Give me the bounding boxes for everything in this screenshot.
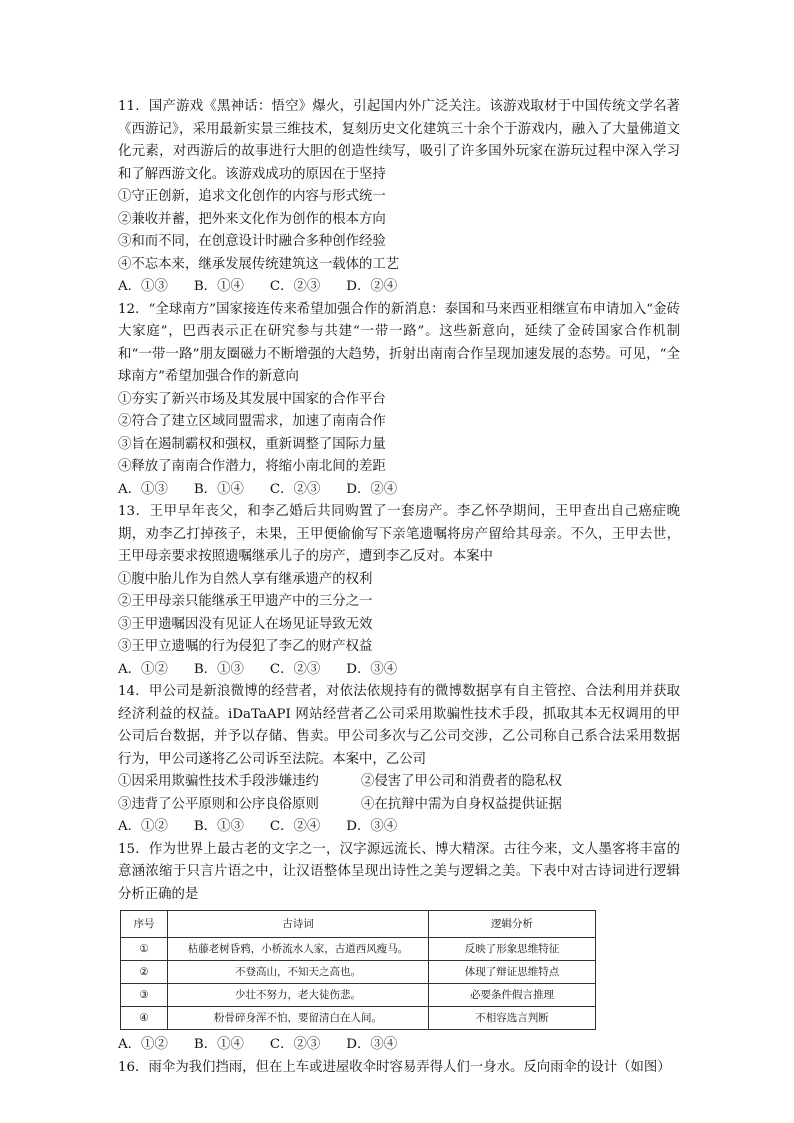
question-14	[118, 681, 680, 839]
table-header-row	[121, 911, 596, 938]
question-stem: 12．“全球南方”国家接连传来希望加强合作的新消息：泰国和马来西亚相继宣布申请加入“金砖大家庭”，巴西表示正在研究参与共建“一带一路”。这些新意向，延续了金砖国家合作机制和“一带一路”朋友圈磁力不断增强的大趋势，折射出南南合作呈现加速发展的态势。可见，“全球南方”希望加强合作的新意向	[118, 301, 680, 384]
options-row-2	[118, 794, 680, 817]
option-2: ②侵害了甲公司和消费者的隐私权	[361, 774, 562, 789]
question-15	[118, 839, 680, 1057]
option-2: ②兼收并蓄，把外来文化作为创作的根本方向	[118, 211, 386, 227]
table-row	[121, 938, 596, 961]
cell-poem: 枯藤老树昏鸦，小桥流水人家，古道西风瘦马。	[168, 938, 429, 961]
question-stem: 14．甲公司是新浪微博的经营者，对依法依规持有的微博数据享有自主管控、合法利用并获取经济利益的权益。iDaTaAPI 网站经营者乙公司采用欺骗性技术手段，抓取其本无权调用的甲公司后台数据，并予以存储、售卖。甲公司多次与乙公司交涉，乙公司称自己系合法采用数据行为，甲公司遂将乙公司诉至法院。本案中，乙公司	[118, 684, 680, 767]
cell-poem: 少壮不努力，老大徒伤悲。	[168, 984, 429, 1007]
choice-a: A．①②	[118, 819, 168, 834]
cell-index: ③	[121, 984, 168, 1007]
option-3: ③和而不同，在创意设计时融合多种创作经验	[118, 234, 386, 249]
choice-d: D．③④	[346, 661, 398, 677]
header-poem: 古诗词	[168, 911, 429, 938]
question-stem: 11．国产游戏《黑神话：悟空》爆火，引起国内外广泛关注。该游戏取材于中国传统文学名著《西游记》，采用最新实景三维技术，复刻历史文化建筑三十余个于游戏内，融入了大量佛道文化元素，对西游后的故事进行大胆的创造性续写，吸引了许多国外玩家在游玩过程中深入学习和了解西游文化。该游戏成功的原因在于坚持	[118, 99, 680, 182]
answer-choices	[118, 816, 680, 839]
header-analysis: 逻辑分析	[429, 911, 596, 938]
choice-a: A．①②	[118, 661, 168, 677]
choice-b: B．①④	[193, 481, 244, 497]
option-3: ③旨在遏制霸权和强权，重新调整了国际力量	[118, 436, 386, 452]
question-16	[118, 1057, 680, 1080]
cell-index: ①	[121, 938, 168, 961]
cell-index: ④	[121, 1007, 168, 1030]
question-stem: 16．雨伞为我们挡雨，但在上车或进屋收伞时容易弄得人们一身水。反向雨伞的设计（如图）	[118, 1059, 671, 1075]
question-12	[118, 299, 680, 502]
choice-a: A．①③	[118, 481, 168, 497]
option-1: ①因采用欺骗性技术手段涉嫌违约	[118, 774, 319, 789]
cell-poem: 不登高山，不知天之高也。	[168, 961, 429, 984]
choice-c: C．②③	[269, 481, 321, 497]
question-11	[118, 96, 680, 299]
table-row	[121, 961, 596, 984]
logic-table	[120, 910, 596, 1030]
choice-a: A．①③	[118, 279, 168, 294]
table-row	[121, 984, 596, 1007]
choice-b: B．①④	[193, 1037, 244, 1052]
options-row-1	[118, 771, 680, 794]
answer-choices	[118, 1034, 680, 1057]
choice-c: C．②③	[269, 661, 321, 677]
option-1: ①腹中胎儿作为自然人享有继承遗产的权利	[118, 571, 373, 587]
choice-d: D．②④	[346, 481, 398, 497]
choice-b: B．①③	[193, 819, 244, 834]
choice-b: B．①③	[193, 661, 244, 677]
option-4: ③王甲立遗嘱的行为侵犯了李乙的财产权益	[118, 639, 373, 654]
cell-analysis: 体现了辩证思维特点	[429, 961, 596, 984]
answer-choices	[118, 479, 680, 502]
option-1: ①夯实了新兴市场及其发展中国家的合作平台	[118, 391, 386, 407]
choice-c: C．②③	[269, 279, 321, 294]
choice-c: C．②④	[269, 819, 321, 834]
option-4: ④释放了南南合作潜力，将缩小南北间的差距	[118, 459, 386, 474]
choice-c: C．②③	[269, 1037, 321, 1052]
table-row	[121, 1007, 596, 1030]
option-3: ③违背了公平原则和公序良俗原则	[118, 796, 319, 812]
question-13	[118, 501, 680, 681]
choice-d: D．③④	[346, 1037, 398, 1052]
choice-b: B．①④	[193, 279, 244, 294]
option-2: ②符合了建立区域同盟需求，加速了南南合作	[118, 414, 386, 429]
option-2: ②王甲母亲只能继承王甲遗产中的三分之一	[118, 594, 373, 609]
cell-index: ②	[121, 961, 168, 984]
answer-choices	[118, 276, 680, 299]
question-stem: 15．作为世界上最古老的文字之一，汉字源远流长、博大精深。古往今来，文人墨客将丰富的意涵浓缩于只言片语之中，让汉语整体呈现出诗性之美与逻辑之美。下表中对古诗词进行逻辑分析正确的是	[118, 841, 680, 902]
cell-analysis: 不相容选言判断	[429, 1007, 596, 1030]
choice-a: A．①②	[118, 1037, 168, 1052]
exam-page	[118, 96, 680, 1079]
question-stem: 13．王甲早年丧父，和李乙婚后共同购置了一套房产。李乙怀孕期间，王甲查出自己癌症晚期，劝李乙打掉孩子，未果，王甲便偷偷写下亲笔遗嘱将房产留给其母亲。不久，王甲去世，王甲母亲要求按照遗嘱继承儿子的房产，遭到李乙反对。本案中	[118, 504, 680, 564]
option-3: ③王甲遗嘱因没有见证人在场见证导致无效	[118, 616, 373, 632]
choice-d: D．②④	[346, 279, 398, 294]
cell-analysis: 反映了形象思维特征	[429, 938, 596, 961]
cell-poem: 粉骨碎身浑不怕，要留清白在人间。	[168, 1007, 429, 1030]
option-1: ①守正创新，追求文化创作的内容与形式统一	[118, 189, 386, 204]
answer-choices	[118, 659, 680, 682]
choice-d: D．③④	[346, 819, 398, 834]
option-4: ④在抗辩中需为自身权益提供证据	[361, 796, 562, 812]
header-index: 序号	[121, 911, 168, 938]
option-4: ④不忘本来，继承发展传统建筑这一载体的工艺	[118, 256, 400, 272]
cell-analysis: 必要条件假言推理	[429, 984, 596, 1007]
